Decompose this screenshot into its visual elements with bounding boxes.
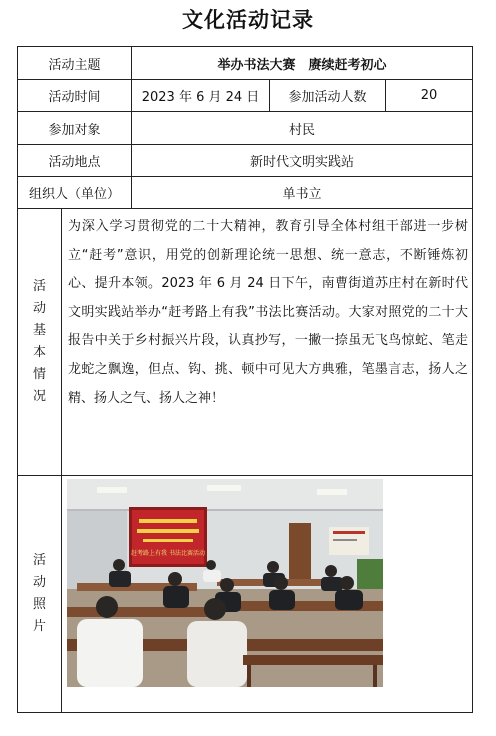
- basic-info-text: 为深入学习贯彻党的二十大精神，教育引导全体村组干部进一步树立“赶考”意识，用党的创新理论统一思想、统一意志，不断锤炼初心、提升本领。2023 年 6 月 24 日下午，南曹街道苏庄村在新时代文明实践站举办“赶考路上有我”书法比赛活动。大家对照党的二十大报告中关于乡村振兴片段，认真抄写，一撇一捺虽无飞鸟惊蛇、笔走龙蛇之飘逸，但点、钩、挑、顿中可见大方典雅，笔墨言志，扬人之精、扬人之气、扬人之神！: [62, 209, 473, 476]
- organizer-row: [18, 177, 473, 209]
- place-row: [18, 145, 473, 177]
- place-value: 新时代文明实践站: [132, 145, 473, 177]
- photo-row: [18, 476, 473, 713]
- activity-record-table: [17, 46, 473, 713]
- time-value: 2023 年 6 月 24 日: [132, 80, 270, 112]
- organizer-value: 单书立: [132, 177, 473, 209]
- basic-info-row: [18, 209, 473, 476]
- time-label: 活动时间: [18, 80, 132, 112]
- participant-count-label: 参加活动人数: [270, 80, 386, 112]
- photo-cell: [62, 476, 473, 713]
- organizer-label: 组织人（单位）: [18, 177, 132, 209]
- screen-caption: 赶考路上有我 书法比赛活动: [131, 550, 205, 557]
- theme-row: [18, 47, 473, 80]
- place-label: 活动地点: [18, 145, 132, 177]
- theme-label: 活动主题: [18, 47, 132, 80]
- target-label: 参加对象: [18, 112, 132, 145]
- basic-info-label: 活 动 基 本 情 况: [18, 209, 62, 476]
- photo-label: 活 动 照 片: [18, 476, 62, 713]
- target-row: [18, 112, 473, 145]
- document-title: 文化活动记录: [182, 7, 314, 32]
- participant-count-value: 20: [386, 80, 473, 112]
- time-row: [18, 80, 473, 112]
- target-value: 村民: [132, 112, 473, 145]
- theme-value: 举办书法大赛 赓续赶考初心: [132, 47, 473, 80]
- activity-photo: [67, 479, 383, 687]
